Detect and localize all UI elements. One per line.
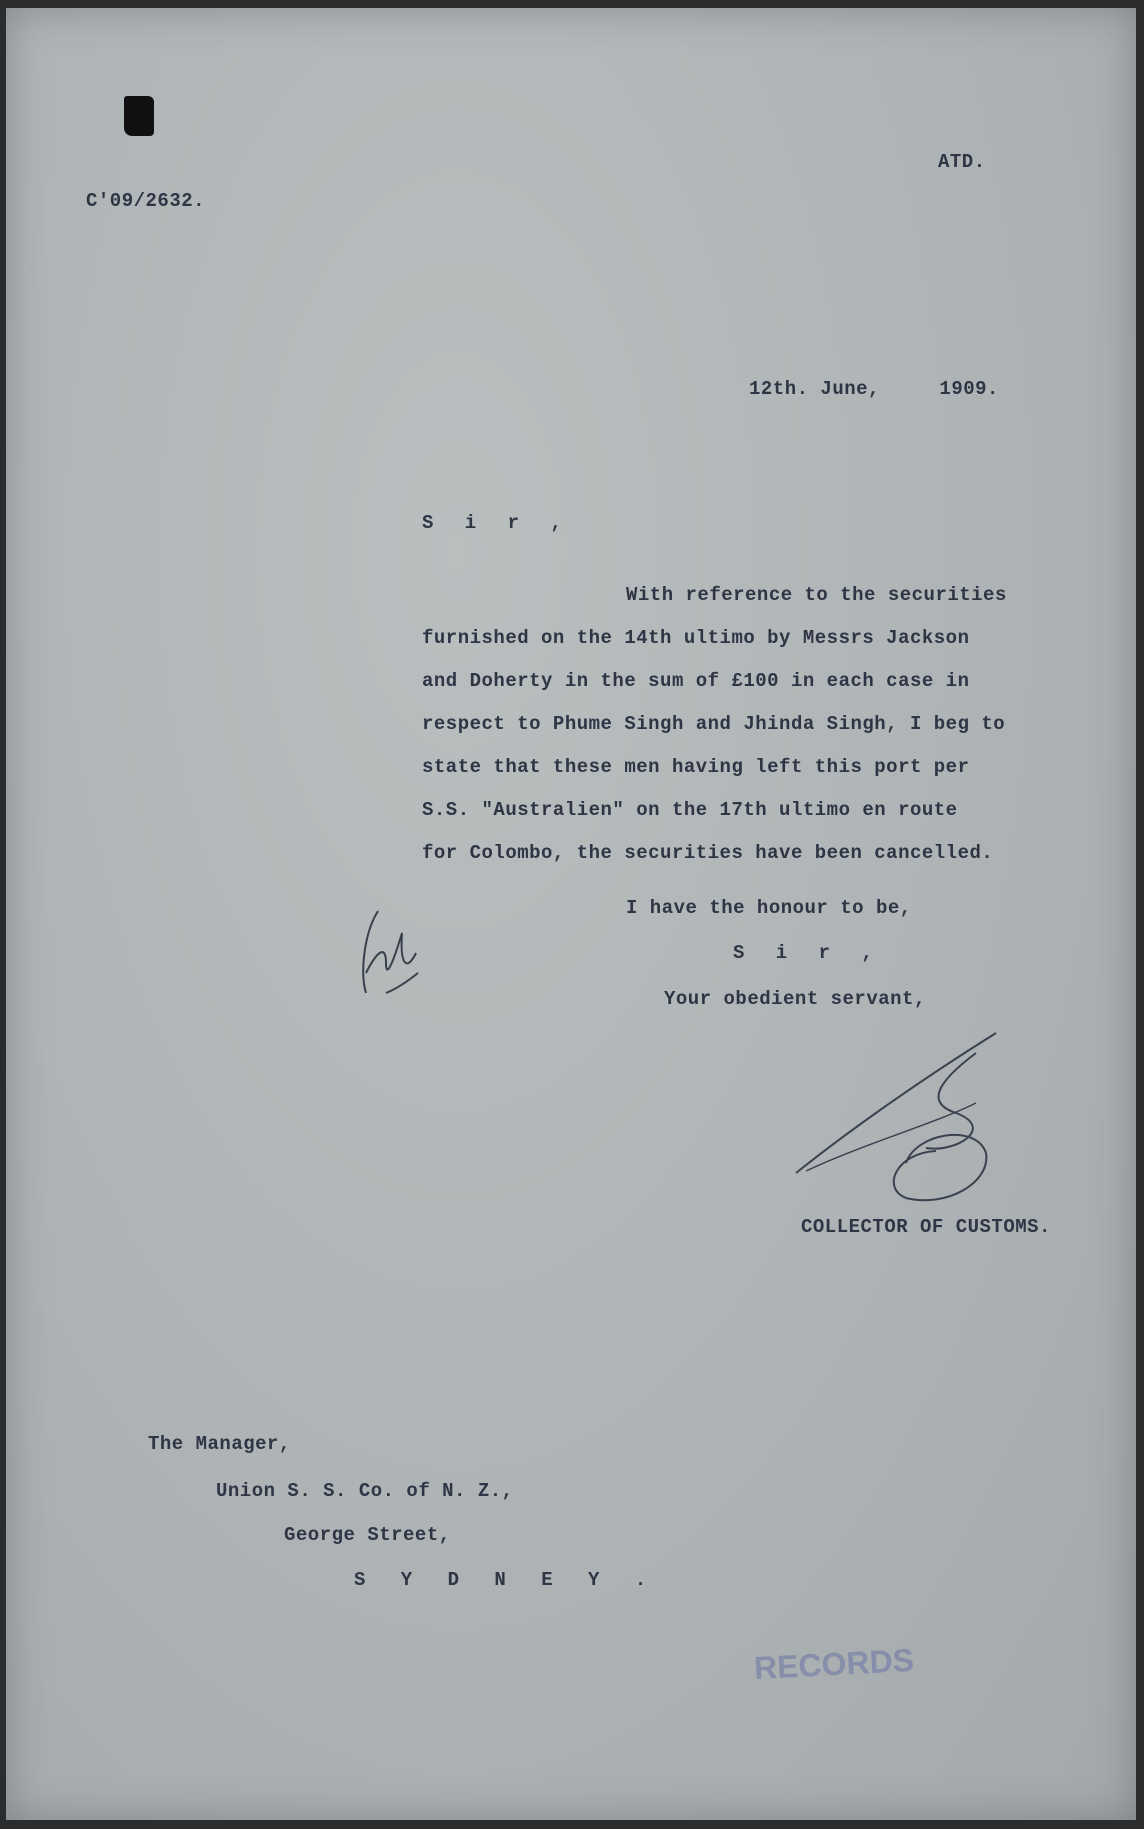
- addressee-line: Union S. S. Co. of N. Z.,: [216, 1480, 514, 1502]
- handwritten-initials: [356, 893, 436, 1003]
- valediction: Your obedient servant,: [664, 988, 926, 1010]
- header-mark: ATD.: [938, 151, 986, 173]
- reference-number: C'09/2632.: [86, 190, 206, 212]
- body-line: and Doherty in the sum of £100 in each case in: [422, 670, 970, 692]
- document-page: [6, 8, 1136, 1820]
- letter-date: 12th. June, 1909.: [749, 378, 999, 400]
- signatory-title: COLLECTOR OF CUSTOMS.: [801, 1216, 1051, 1238]
- closing-salutation: S i r ,: [733, 942, 883, 964]
- body-line: respect to Phume Singh and Jhinda Singh, I beg to: [422, 713, 1006, 735]
- closing-line: I have the honour to be,: [626, 897, 912, 919]
- body-line: S.S. "Australien" on the 17th ultimo en route: [422, 799, 958, 821]
- body-line: furnished on the 14th ultimo by Messrs Jackson: [422, 627, 970, 649]
- addressee-city: S Y D N E Y .: [354, 1569, 659, 1591]
- punch-hole: [124, 96, 154, 136]
- body-line: state that these men having left this port per: [422, 756, 970, 778]
- records-stamp: RECORDS: [753, 1641, 915, 1687]
- body-line: for Colombo, the securities have been cancelled.: [422, 842, 994, 864]
- body-line: With reference to the securities: [626, 584, 1007, 606]
- salutation: S i r ,: [422, 512, 572, 534]
- addressee-line: The Manager,: [148, 1433, 291, 1455]
- signature: [786, 1023, 1016, 1213]
- addressee-line: George Street,: [284, 1524, 451, 1546]
